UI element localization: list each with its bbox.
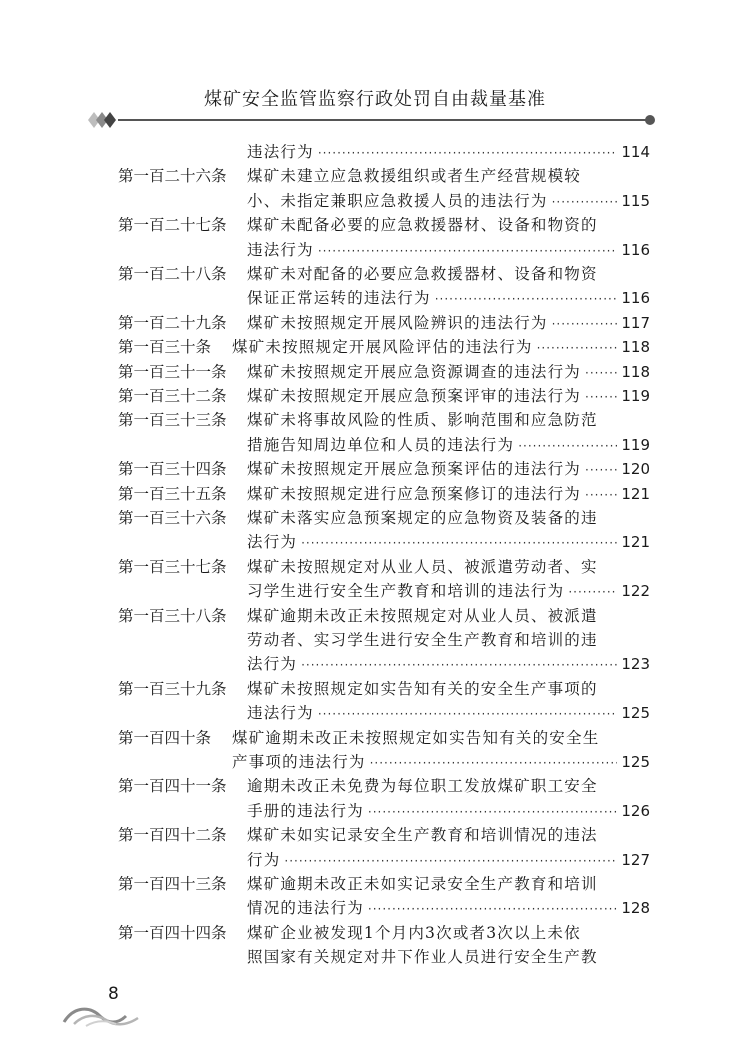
- toc-entry-line: [232, 726, 650, 750]
- entry-title: 煤矿逾期未改正未按照规定如实告知有关的安全生: [232, 728, 600, 747]
- entry-title: 煤矿企业被发现1个月内3次或者3次以上未依: [247, 923, 581, 942]
- toc-entry-line: [247, 774, 650, 798]
- header-dot-icon: [645, 115, 655, 125]
- entry-title: 煤矿未落实应急预案规定的应急物资及装备的违: [247, 509, 598, 527]
- entry-title: 产事项的违法行为: [232, 753, 366, 771]
- page-ref: 120: [621, 460, 650, 479]
- leader-dots: [518, 434, 617, 457]
- entry-title: 行为: [247, 850, 281, 869]
- toc-entry-line: [247, 872, 650, 896]
- leader-dots: [552, 312, 618, 335]
- entry-title: 煤矿未如实记录安全生产教育和培训情况的违法: [247, 826, 598, 845]
- article-number: 第一百四十条: [118, 728, 212, 747]
- entry-title: 法行为: [247, 533, 298, 552]
- entry-title: 劳动者、实习学生进行安全生产教育和培训的违: [247, 631, 598, 649]
- toc-entry-line: [247, 408, 650, 432]
- toc-entry-line: [247, 482, 650, 506]
- article-number: 第一百三十九条: [118, 679, 227, 698]
- toc-entry-line: [247, 848, 650, 872]
- page-ref: 123: [621, 655, 650, 674]
- toc-entry-line: [247, 921, 650, 945]
- entry-title: 违法行为: [247, 240, 314, 259]
- leader-dots: [318, 702, 618, 725]
- toc-entry-line: [247, 677, 650, 701]
- toc-entry-line: [247, 823, 650, 847]
- page-ref: 128: [621, 899, 650, 918]
- toc-entry-line: [247, 360, 650, 384]
- article-number: 第一百三十三条: [118, 411, 227, 430]
- header-title: 煤矿安全监管监察行政处罚自由裁量基准: [204, 89, 546, 110]
- entry-title: 煤矿逾期未改正未按照规定对从业人员、被派遣: [247, 606, 598, 625]
- entry-title: 逾期未改正未免费为每位职工发放煤矿职工安全: [247, 777, 598, 796]
- entry-title: 手册的违法行为: [247, 801, 364, 820]
- leader-dots: [537, 336, 618, 359]
- page-number: 8: [108, 984, 119, 1004]
- page-ref: 121: [621, 484, 650, 503]
- article-number: 第一百二十八条: [118, 265, 227, 283]
- toc-entry-line: [247, 189, 650, 213]
- leader-dots: [585, 385, 617, 408]
- toc-entry-line: [247, 238, 650, 262]
- article-number: 第一百二十九条: [118, 313, 227, 332]
- entry-title: 违法行为: [247, 143, 314, 161]
- article-number: 第一百四十三条: [118, 875, 227, 893]
- page-ref: 121: [621, 533, 650, 552]
- entry-title: 煤矿未按照规定开展风险辨识的违法行为: [247, 313, 548, 332]
- leader-dots: [370, 751, 618, 774]
- toc-entry-line: [247, 311, 650, 335]
- page-ref: 116: [621, 289, 650, 308]
- article-number: 第一百三十条: [118, 338, 212, 357]
- leader-dots: [552, 190, 618, 213]
- toc-entry-line: [232, 750, 650, 774]
- page-ref: 125: [621, 753, 650, 771]
- entry-title: 煤矿未按照规定如实告知有关的安全生产事项的: [247, 679, 598, 698]
- article-number: 第一百四十四条: [118, 923, 227, 942]
- toc-entry-line: [247, 604, 650, 628]
- article-number: 第一百三十二条: [118, 387, 227, 405]
- toc-entry-line: [247, 164, 650, 188]
- toc-entry-line: [247, 286, 650, 310]
- wave-ornament-icon: [60, 1000, 150, 1028]
- article-number: 第一百二十六条: [118, 167, 227, 186]
- toc-entry-line: [247, 213, 650, 237]
- entry-title: 煤矿未将事故风险的性质、影响范围和应急防范: [247, 411, 598, 430]
- entry-title: 煤矿未对配备的必要应急救援器材、设备和物资: [247, 265, 598, 283]
- entry-title: 煤矿未按照规定对从业人员、被派遣劳动者、实: [247, 557, 598, 576]
- article-number: 第一百三十四条: [118, 460, 227, 479]
- leader-dots: [318, 141, 618, 164]
- leader-dots: [318, 239, 618, 262]
- entry-title: 煤矿未按照规定开展应急资源调查的违法行为: [247, 362, 582, 381]
- leader-dots: [585, 483, 617, 506]
- entry-title: 煤矿逾期未改正未如实记录安全生产教育和培训: [247, 875, 598, 893]
- entry-title: 煤矿未建立应急救援组织或者生产经营规模较: [247, 167, 582, 186]
- article-number: 第一百三十五条: [118, 484, 227, 503]
- toc-entry-line: [247, 384, 650, 408]
- entry-title: 小、未指定兼职应急救援人员的违法行为: [247, 191, 548, 210]
- page-ref: 127: [621, 850, 650, 869]
- entry-title: 煤矿未按照规定开展应急预案评估的违法行为: [247, 460, 582, 479]
- leader-dots: [368, 800, 617, 823]
- toc-entry-line: [247, 628, 650, 652]
- entry-title: 违法行为: [247, 704, 314, 723]
- article-number: 第一百三十一条: [118, 362, 227, 381]
- toc-entry-line: [247, 433, 650, 457]
- page-ref: 126: [621, 801, 650, 820]
- diamond-ornament-icon: [80, 108, 120, 132]
- entry-title: 照国家有关规定对井下作业人员进行安全生产教: [247, 948, 598, 967]
- entry-title: 煤矿未按照规定开展应急预案评审的违法行为: [247, 387, 582, 405]
- article-number: 第一百三十八条: [118, 606, 227, 625]
- entry-title: 措施告知周边单位和人员的违法行为: [247, 435, 515, 454]
- entry-title: 煤矿未配备必要的应急救援器材、设备和物资的: [247, 216, 598, 235]
- page-ref: 114: [621, 143, 650, 161]
- entry-title: 煤矿未按照规定开展风险评估的违法行为: [232, 338, 533, 357]
- header-rule: [118, 119, 648, 121]
- page-ref: 122: [621, 582, 650, 601]
- toc-entry-line: [247, 652, 650, 676]
- running-header: [0, 86, 750, 136]
- page-ref: 119: [621, 387, 650, 405]
- page-ref: 119: [621, 435, 650, 454]
- leader-dots: [585, 458, 617, 481]
- entry-title: 习学生进行安全生产教育和培训的违法行为: [247, 582, 565, 601]
- article-number: 第一百三十七条: [118, 557, 227, 576]
- page-ref: 118: [621, 338, 650, 357]
- entry-title: 煤矿未按照规定进行应急预案修订的违法行为: [247, 484, 582, 503]
- leader-dots: [284, 849, 617, 872]
- page-ref: 117: [621, 313, 650, 332]
- entry-title: 情况的违法行为: [247, 899, 364, 918]
- article-number: 第一百二十七条: [118, 216, 227, 235]
- article-number: 第一百三十六条: [118, 509, 227, 527]
- toc-entry-line: [247, 799, 650, 823]
- page-ref: 115: [621, 191, 650, 210]
- article-number: 第一百四十一条: [118, 777, 227, 796]
- page-ref: 116: [621, 240, 650, 259]
- entry-title: 保证正常运转的违法行为: [247, 289, 431, 308]
- page-ref: 118: [621, 362, 650, 381]
- leader-dots: [301, 653, 617, 676]
- toc-entry-line: [247, 896, 650, 920]
- article-number: 第一百四十二条: [118, 826, 227, 845]
- leader-dots: [368, 897, 617, 920]
- toc-entry-line: [247, 945, 650, 969]
- toc-entry-line: [247, 140, 650, 164]
- toc-entry-line: [247, 701, 650, 725]
- leader-dots: [568, 580, 617, 603]
- leader-dots: [301, 531, 617, 554]
- toc-entry-line: [247, 579, 650, 603]
- toc-entry-line: [247, 555, 650, 579]
- leader-dots: [435, 287, 618, 310]
- toc-entry-line: [247, 506, 650, 530]
- toc-entry-line: [247, 262, 650, 286]
- toc-entry-line: [232, 335, 650, 359]
- entry-title: 法行为: [247, 655, 298, 674]
- toc-entry-line: [247, 530, 650, 554]
- page-ref: 125: [621, 704, 650, 723]
- leader-dots: [585, 361, 617, 384]
- toc-entry-line: [247, 457, 650, 481]
